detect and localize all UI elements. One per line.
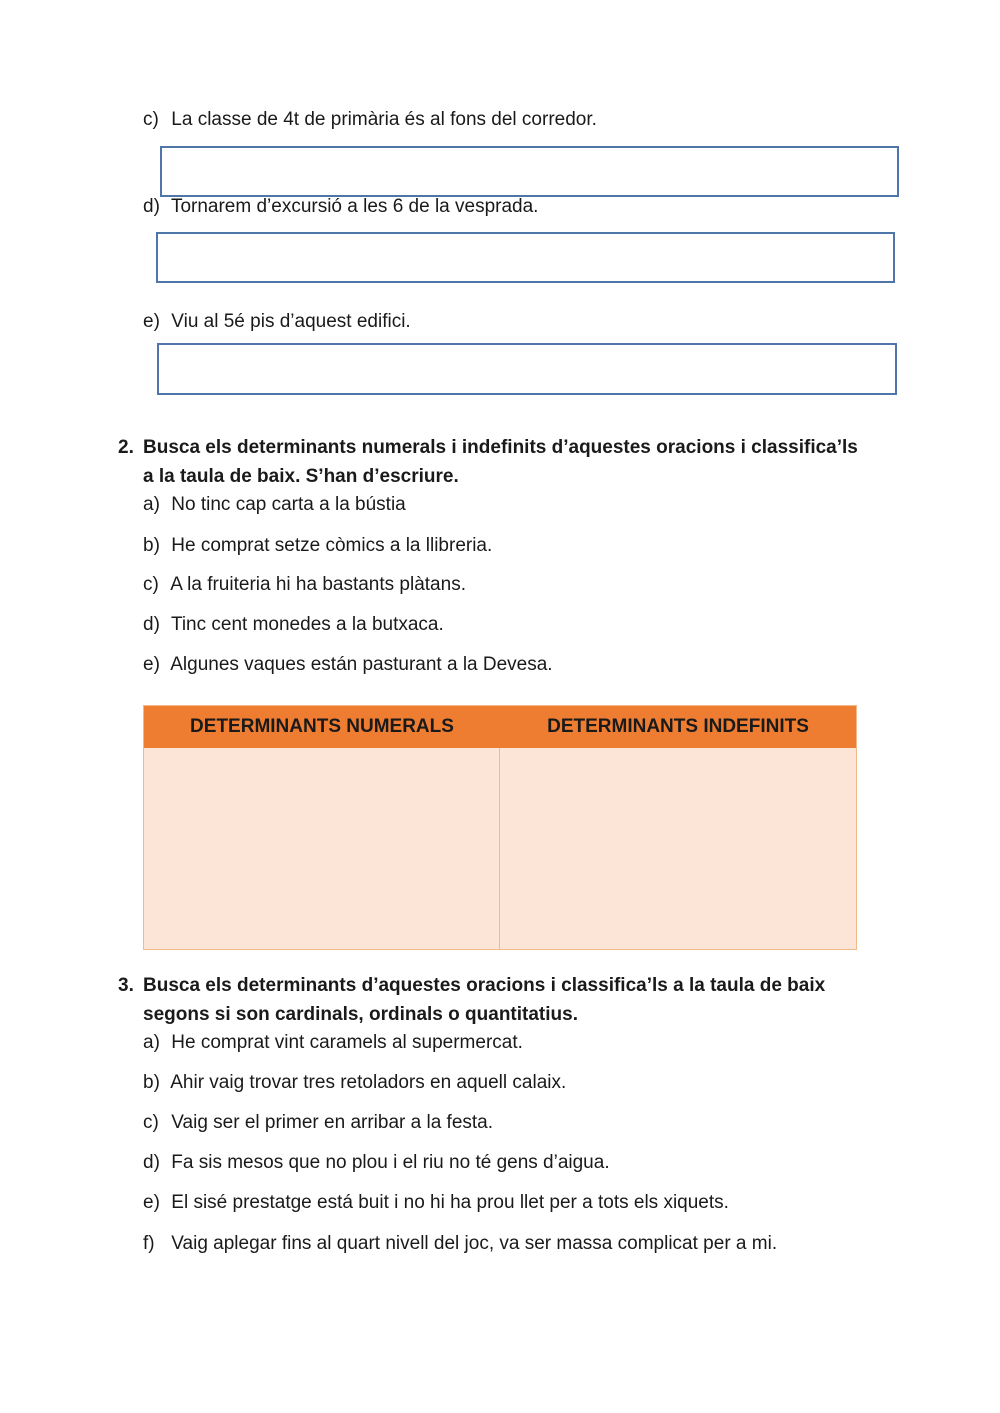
ex3-item-e (143, 1191, 729, 1215)
ex1-answer-box-d[interactable] (156, 232, 895, 283)
ex2-item-a (143, 493, 406, 517)
ex2-item-c-text: A la fruiteria hi ha bastants plàtans. (170, 574, 466, 595)
ex3-item-a-text: He comprat vint caramels al supermercat. (171, 1032, 523, 1053)
ex3-number: 3. (118, 975, 134, 996)
ex2-item-d-text: Tinc cent monedes a la butxaca. (170, 614, 444, 635)
ex2-item-b (143, 534, 492, 558)
ex2-item-a-text: No tinc cap carta a la bústia (171, 494, 406, 515)
ex3-item-f (143, 1232, 777, 1256)
ex1-item-e (143, 310, 411, 334)
ex3-item-b-label: b) (143, 1072, 160, 1093)
ex3-item-f-label: f) (143, 1233, 155, 1254)
ex2-item-c (143, 573, 466, 597)
ex1-item-c-text: La classe de 4t de primària és al fons del corredor. (171, 109, 597, 130)
ex2-item-c-label: c) (143, 574, 159, 595)
ex2-item-d (143, 613, 444, 637)
ex2-number: 2. (118, 437, 134, 458)
ex2-item-a-label: a) (143, 494, 160, 515)
ex2-item-e-label: e) (143, 654, 160, 675)
ex3-item-c-label: c) (143, 1112, 159, 1133)
ex3-item-c (143, 1111, 493, 1135)
ex3-item-a-label: a) (143, 1032, 160, 1053)
ex2-item-b-text: He comprat setze còmics a la llibreria. (171, 535, 493, 556)
ex1-answer-input-d[interactable] (158, 234, 893, 281)
ex2-item-e-text: Algunes vaques están pasturant a la Devesa. (170, 654, 553, 675)
ex3-item-d-text: Fa sis mesos que no plou i el riu no té gens d’aigua. (171, 1152, 610, 1173)
ex2-item-e (143, 653, 553, 677)
table-input-indefinits[interactable] (500, 748, 856, 949)
ex1-answer-input-c[interactable] (162, 148, 897, 195)
ex1-item-d-label: d) (143, 196, 160, 217)
ex3-item-d-label: d) (143, 1152, 160, 1173)
table-input-numerals[interactable] (144, 748, 499, 949)
ex3-item-c-text: Vaig ser el primer en arribar a la festa. (171, 1112, 494, 1133)
table-cell-numerals[interactable] (144, 748, 500, 949)
ex3-title-line2: segons si son cardinals, ordinals o quantitatius. (143, 1004, 578, 1025)
ex1-item-d (143, 195, 538, 219)
table-header-indefinits: DETERMINANTS INDEFINITS (500, 706, 856, 748)
ex1-item-e-text: Viu al 5é pis d’aquest edifici. (171, 311, 411, 332)
ex3-item-e-text: El sisé prestatge está buit i no hi ha prou llet per a tots els xiquets. (171, 1192, 729, 1213)
table-cell-indefinits[interactable] (500, 748, 856, 949)
ex1-item-c (143, 108, 597, 132)
ex2-title-line1: Busca els determinants numerals i indefinits d’aquestes oracions i classifica’ls (143, 437, 858, 458)
ex3-item-a (143, 1031, 523, 1055)
ex2-title-line2: a la taula de baix. S’han d’escriure. (143, 466, 459, 487)
ex3-item-f-text: Vaig aplegar fins al quart nivell del joc, va ser massa complicat per a mi. (171, 1233, 778, 1254)
ex3-item-b (143, 1071, 566, 1095)
ex1-item-c-label: c) (143, 109, 159, 130)
ex1-answer-input-e[interactable] (159, 345, 895, 393)
table-header-numerals: DETERMINANTS NUMERALS (144, 706, 500, 748)
ex3-title-line1: Busca els determinants d’aquestes oracions i classifica’ls a la taula de baix (143, 975, 826, 996)
ex3-item-b-text: Ahir vaig trovar tres retoladors en aquell calaix. (170, 1072, 567, 1093)
ex1-answer-box-c[interactable] (160, 146, 899, 197)
classification-table (143, 705, 857, 950)
ex1-item-d-text: Tornarem d’excursió a les 6 de la vesprada. (170, 196, 539, 217)
ex3-item-d (143, 1151, 610, 1175)
ex3-item-e-label: e) (143, 1192, 160, 1213)
ex1-answer-box-e[interactable] (157, 343, 897, 395)
ex1-item-e-label: e) (143, 311, 160, 332)
ex2-item-d-label: d) (143, 614, 160, 635)
ex2-item-b-label: b) (143, 535, 160, 556)
